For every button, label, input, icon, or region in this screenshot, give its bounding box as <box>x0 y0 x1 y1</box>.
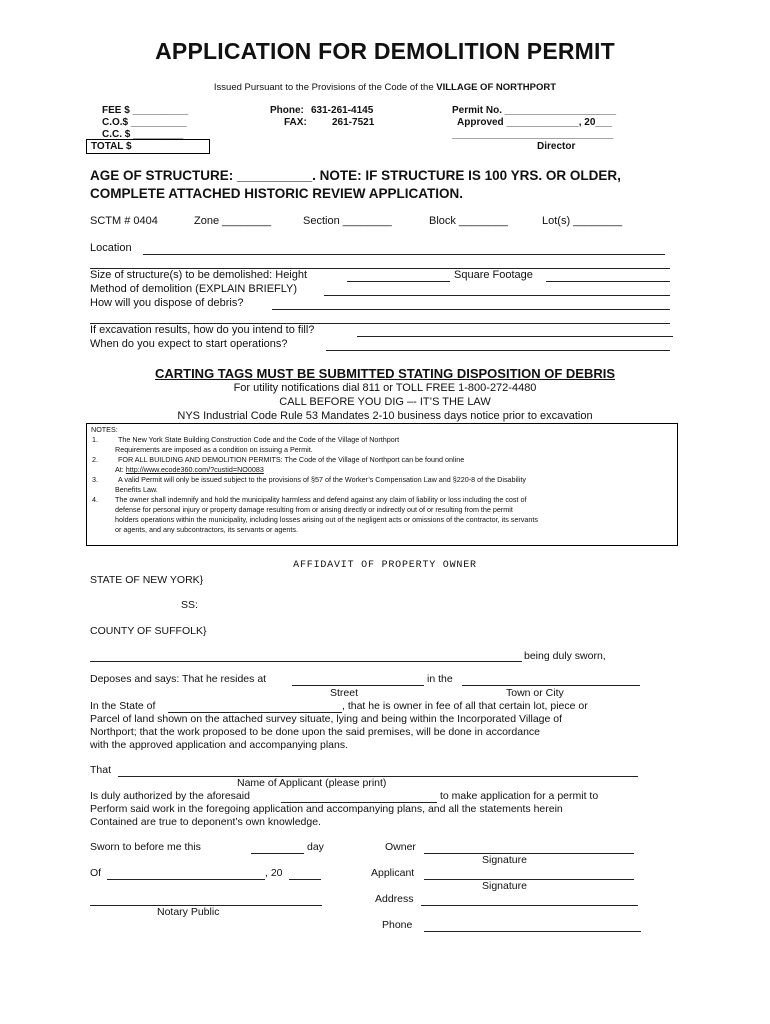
sworn-label: being duly sworn, <box>524 650 606 662</box>
industrial-code-notice: NYS Industrial Code Rule 53 Mandates 2-10 business days notice prior to excavation <box>177 410 593 422</box>
contained-text: Contained are true to deponent’s own knowledge. <box>90 816 321 828</box>
applicant-label: Applicant <box>371 867 415 879</box>
street-input-line[interactable] <box>292 685 424 686</box>
note-2-prefix: At: <box>115 465 126 474</box>
block-field[interactable]: Block ________ <box>429 215 508 227</box>
age-notice <box>90 167 621 203</box>
sctm-number: SCTM # 0404 <box>90 215 158 227</box>
county-of-suffolk: COUNTY OF SUFFOLK} <box>90 625 207 637</box>
fee-field[interactable]: FEE $ __________ <box>102 105 189 116</box>
make-application-label: to make application for a permit to <box>440 790 599 802</box>
notary-public-label: Notary Public <box>157 906 220 918</box>
day-input-line[interactable] <box>251 853 304 854</box>
applicant-signature-line[interactable] <box>424 879 634 880</box>
applicant-signature-caption: Signature <box>482 880 527 892</box>
notes-label: NOTES: <box>91 425 118 434</box>
phone-field-label: Phone <box>382 919 413 931</box>
deponent-name-line[interactable] <box>90 661 522 662</box>
total-label: TOTAL $ <box>91 141 132 152</box>
sworn-before-label: Sworn to before me this <box>90 841 201 853</box>
town-label: Town or City <box>506 687 564 699</box>
method-input-line[interactable] <box>324 295 670 296</box>
that-label: That <box>90 764 112 776</box>
parcel-text: Parcel of land shown on the attached survey situate, lying and being within the Incorporated Village of <box>90 713 563 725</box>
director-label: Director <box>537 141 576 152</box>
fax-label: FAX: <box>284 117 307 128</box>
total-box[interactable] <box>86 139 210 154</box>
subtitle-text: Issued Pursuant to the Provisions of the Code of the <box>213 82 437 93</box>
start-label: When do you expect to start operations? <box>90 338 288 350</box>
day-label: day <box>307 841 324 853</box>
height-input-line[interactable] <box>347 281 450 282</box>
method-label: Method of demolition (EXPLAIN BRIEFLY) <box>90 283 298 295</box>
state-of-ny: STATE OF NEW YORK} <box>90 574 204 586</box>
street-label: Street <box>330 687 359 699</box>
note-2-number: 2. <box>92 455 98 464</box>
debris-input-line[interactable] <box>272 309 670 310</box>
location-label: Location <box>90 242 132 254</box>
town-input-line[interactable] <box>462 685 640 686</box>
year-input-line[interactable] <box>289 879 321 880</box>
zone-field[interactable]: Zone ________ <box>194 215 272 227</box>
month-input-line[interactable] <box>107 879 265 880</box>
permit-number-field[interactable]: Permit No. ____________________ <box>452 105 617 116</box>
cc-field[interactable]: C.C. $ _________ <box>102 129 184 140</box>
utility-notice: For utility notifications dial 811 or TOLL FREE 1-800-272-4480 <box>233 382 537 394</box>
note-2-line-a: FOR ALL BUILDING AND DEMOLITION PERMITS: The Code of the Village of Northport can be found online <box>118 455 465 464</box>
age-notice-line1: AGE OF STRUCTURE: __________. NOTE: IF STRUCTURE IS 100 YRS. OR OLDER, <box>90 168 621 183</box>
note-2-line-b <box>115 465 264 475</box>
note-3-line-a: A valid Permit will only be issued subject to the provisions of §57 of the Worker’s Compensation Law and §220-8 of the Disability <box>118 475 526 484</box>
deposes-label: Deposes and says: That he resides at <box>90 673 267 685</box>
excavation-label: If excavation results, how do you intend to fill? <box>90 324 315 336</box>
start-input-line[interactable] <box>326 350 670 351</box>
northport-text: Northport; that the work proposed to be done upon the said premises, will be done in accordance <box>90 726 541 738</box>
note-1-line-a: The New York State Building Construction Code and the Code of the Village of Northport <box>118 435 400 444</box>
perform-text: Perform said work in the foregoing application and accompanying plans, and all the statements herein <box>90 803 563 815</box>
square-footage-input-line[interactable] <box>546 281 670 282</box>
location-input-line[interactable] <box>143 254 665 255</box>
lots-field[interactable]: Lot(s) ________ <box>542 215 623 227</box>
ss-label: SS: <box>181 599 198 611</box>
section-field[interactable]: Section ________ <box>303 215 392 227</box>
subtitle <box>0 82 770 93</box>
age-notice-line2: COMPLETE ATTACHED HISTORIC REVIEW APPLICATION. <box>90 186 464 201</box>
village-name: VILLAGE OF NORTHPORT <box>436 82 557 93</box>
year-prefix: , 20 <box>265 867 283 879</box>
phone-input-line[interactable] <box>424 931 641 932</box>
note-4-line-c: holders operations within the municipality, including losses arising out of the negligent acts or omissions of the contractor, its servants <box>115 515 538 524</box>
note-3-number: 3. <box>92 475 98 484</box>
owner-label: Owner <box>385 841 416 853</box>
notes-box <box>86 423 678 546</box>
of-label: Of <box>90 867 102 879</box>
note-1-number: 1. <box>92 435 98 444</box>
applicant-name-label: Name of Applicant (please print) <box>237 777 387 789</box>
owner-text: , that he is owner in fee of all that certain lot, piece or <box>342 700 588 712</box>
owner-signature-caption: Signature <box>482 854 527 866</box>
ecode-link[interactable]: http://www.ecode360.com/?custid=NO0083 <box>125 465 264 474</box>
affidavit-title: AFFIDAVIT OF PROPERTY OWNER <box>293 560 477 571</box>
note-4-line-a: The owner shall indemnify and hold the municipality harmless and defend against any claim of liability or loss including the cost of <box>115 495 527 504</box>
debris-label: How will you dispose of debris? <box>90 297 244 309</box>
carting-heading: CARTING TAGS MUST BE SUBMITTED STATING DISPOSITION OF DEBRIS <box>154 366 616 381</box>
phone-label: Phone: <box>270 105 304 116</box>
owner-signature-line[interactable] <box>424 853 634 854</box>
excavation-input-line[interactable] <box>357 336 673 337</box>
call-before-dig: CALL BEFORE YOU DIG –- IT’S THE LAW <box>279 396 491 408</box>
note-3-line-b: Benefits Law. <box>115 485 158 494</box>
state-of-label: In the State of <box>90 700 156 712</box>
in-the-label: in the <box>427 673 453 685</box>
approved-date-field[interactable]: Approved _____________, 20___ <box>457 117 613 128</box>
address-label: Address <box>375 893 414 905</box>
size-label: Size of structure(s) to be demolished: Height <box>90 269 308 281</box>
note-1-line-b: Requirements are imposed as a condition on issuing a Permit. <box>115 445 313 454</box>
page-title: APPLICATION FOR DEMOLITION PERMIT <box>155 38 615 64</box>
co-field[interactable]: C.O.$ __________ <box>102 117 187 128</box>
director-signature-line[interactable]: _____________________________ <box>452 129 614 140</box>
note-4-line-b: defense for personal injury or property damage resulting from or arising directly or indirectly out of or resulting from the permit <box>115 505 513 514</box>
address-input-line[interactable] <box>421 905 638 906</box>
fax-number: 261-7521 <box>332 117 375 128</box>
note-4-number: 4. <box>92 495 98 504</box>
phone-number: 631-261-4145 <box>311 105 374 116</box>
authorized-label: Is duly authorized by the aforesaid <box>90 790 250 802</box>
approved-plans-text: with the approved application and accompanying plans. <box>90 739 349 751</box>
square-footage-label: Square Footage <box>454 269 533 281</box>
note-4-line-d: or agents, and any subcontractors, its servants or agents. <box>115 525 298 534</box>
